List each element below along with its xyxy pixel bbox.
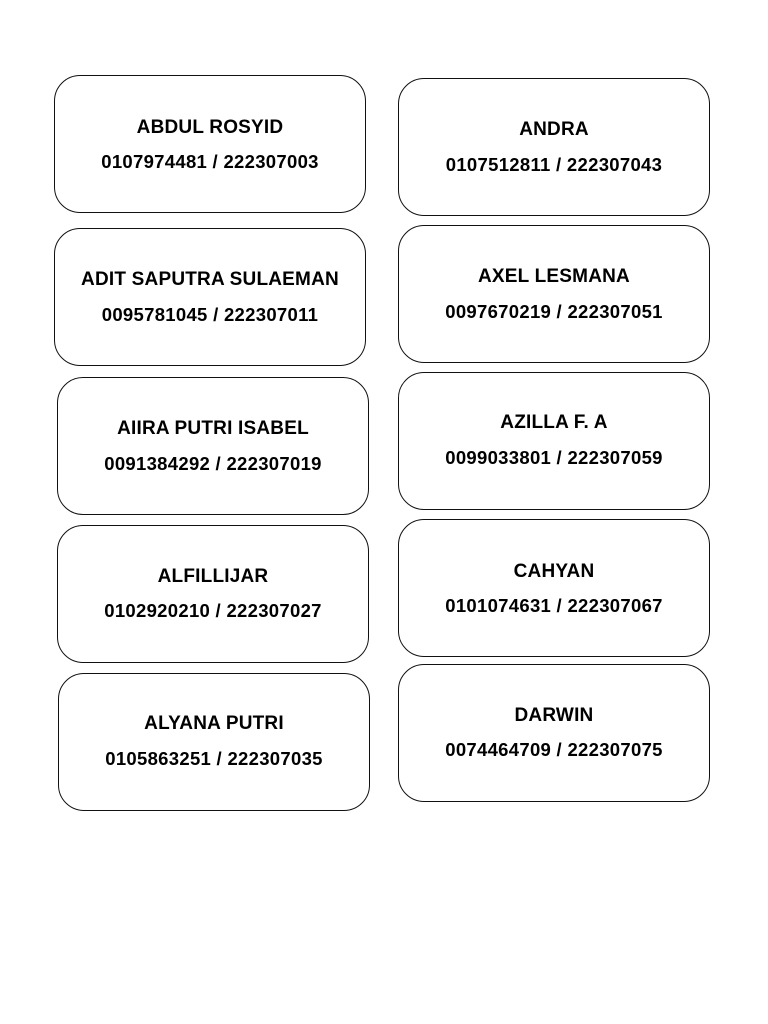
name-card: [58, 673, 370, 811]
student-id-numbers: 0091384292 / 222307019: [104, 453, 322, 474]
student-name: CAHYAN: [513, 561, 595, 582]
name-card: [398, 372, 710, 510]
student-name: AIIRA PUTRI ISABEL: [117, 418, 309, 439]
name-card: [398, 78, 710, 216]
name-card: [398, 519, 710, 657]
student-id-numbers: 0102920210 / 222307027: [104, 600, 322, 621]
student-name: ABDUL ROSYID: [136, 117, 284, 138]
student-id-numbers: 0099033801 / 222307059: [445, 447, 663, 468]
name-card: [57, 525, 369, 663]
student-name: ALYANA PUTRI: [144, 713, 284, 734]
student-name: DARWIN: [514, 705, 594, 726]
student-id-numbers: 0107974481 / 222307003: [101, 151, 319, 172]
student-name: AXEL LESMANA: [478, 266, 630, 287]
name-card: [398, 225, 710, 363]
name-card: [398, 664, 710, 802]
name-card: [54, 75, 366, 213]
student-id-numbers: 0107512811 / 222307043: [445, 154, 663, 175]
student-id-numbers: 0101074631 / 222307067: [445, 595, 663, 616]
student-name: ANDRA: [519, 119, 589, 140]
name-card: [57, 377, 369, 515]
name-card: [54, 228, 366, 366]
student-name: ADIT SAPUTRA SULAEMAN: [81, 269, 339, 290]
student-id-numbers: 0105863251 / 222307035: [105, 748, 323, 769]
student-name: ALFILLIJAR: [157, 566, 269, 587]
student-name: AZILLA F. A: [500, 412, 608, 433]
student-id-numbers: 0095781045 / 222307011: [101, 304, 319, 325]
student-id-numbers: 0097670219 / 222307051: [445, 301, 663, 322]
student-id-numbers: 0074464709 / 222307075: [445, 739, 663, 760]
